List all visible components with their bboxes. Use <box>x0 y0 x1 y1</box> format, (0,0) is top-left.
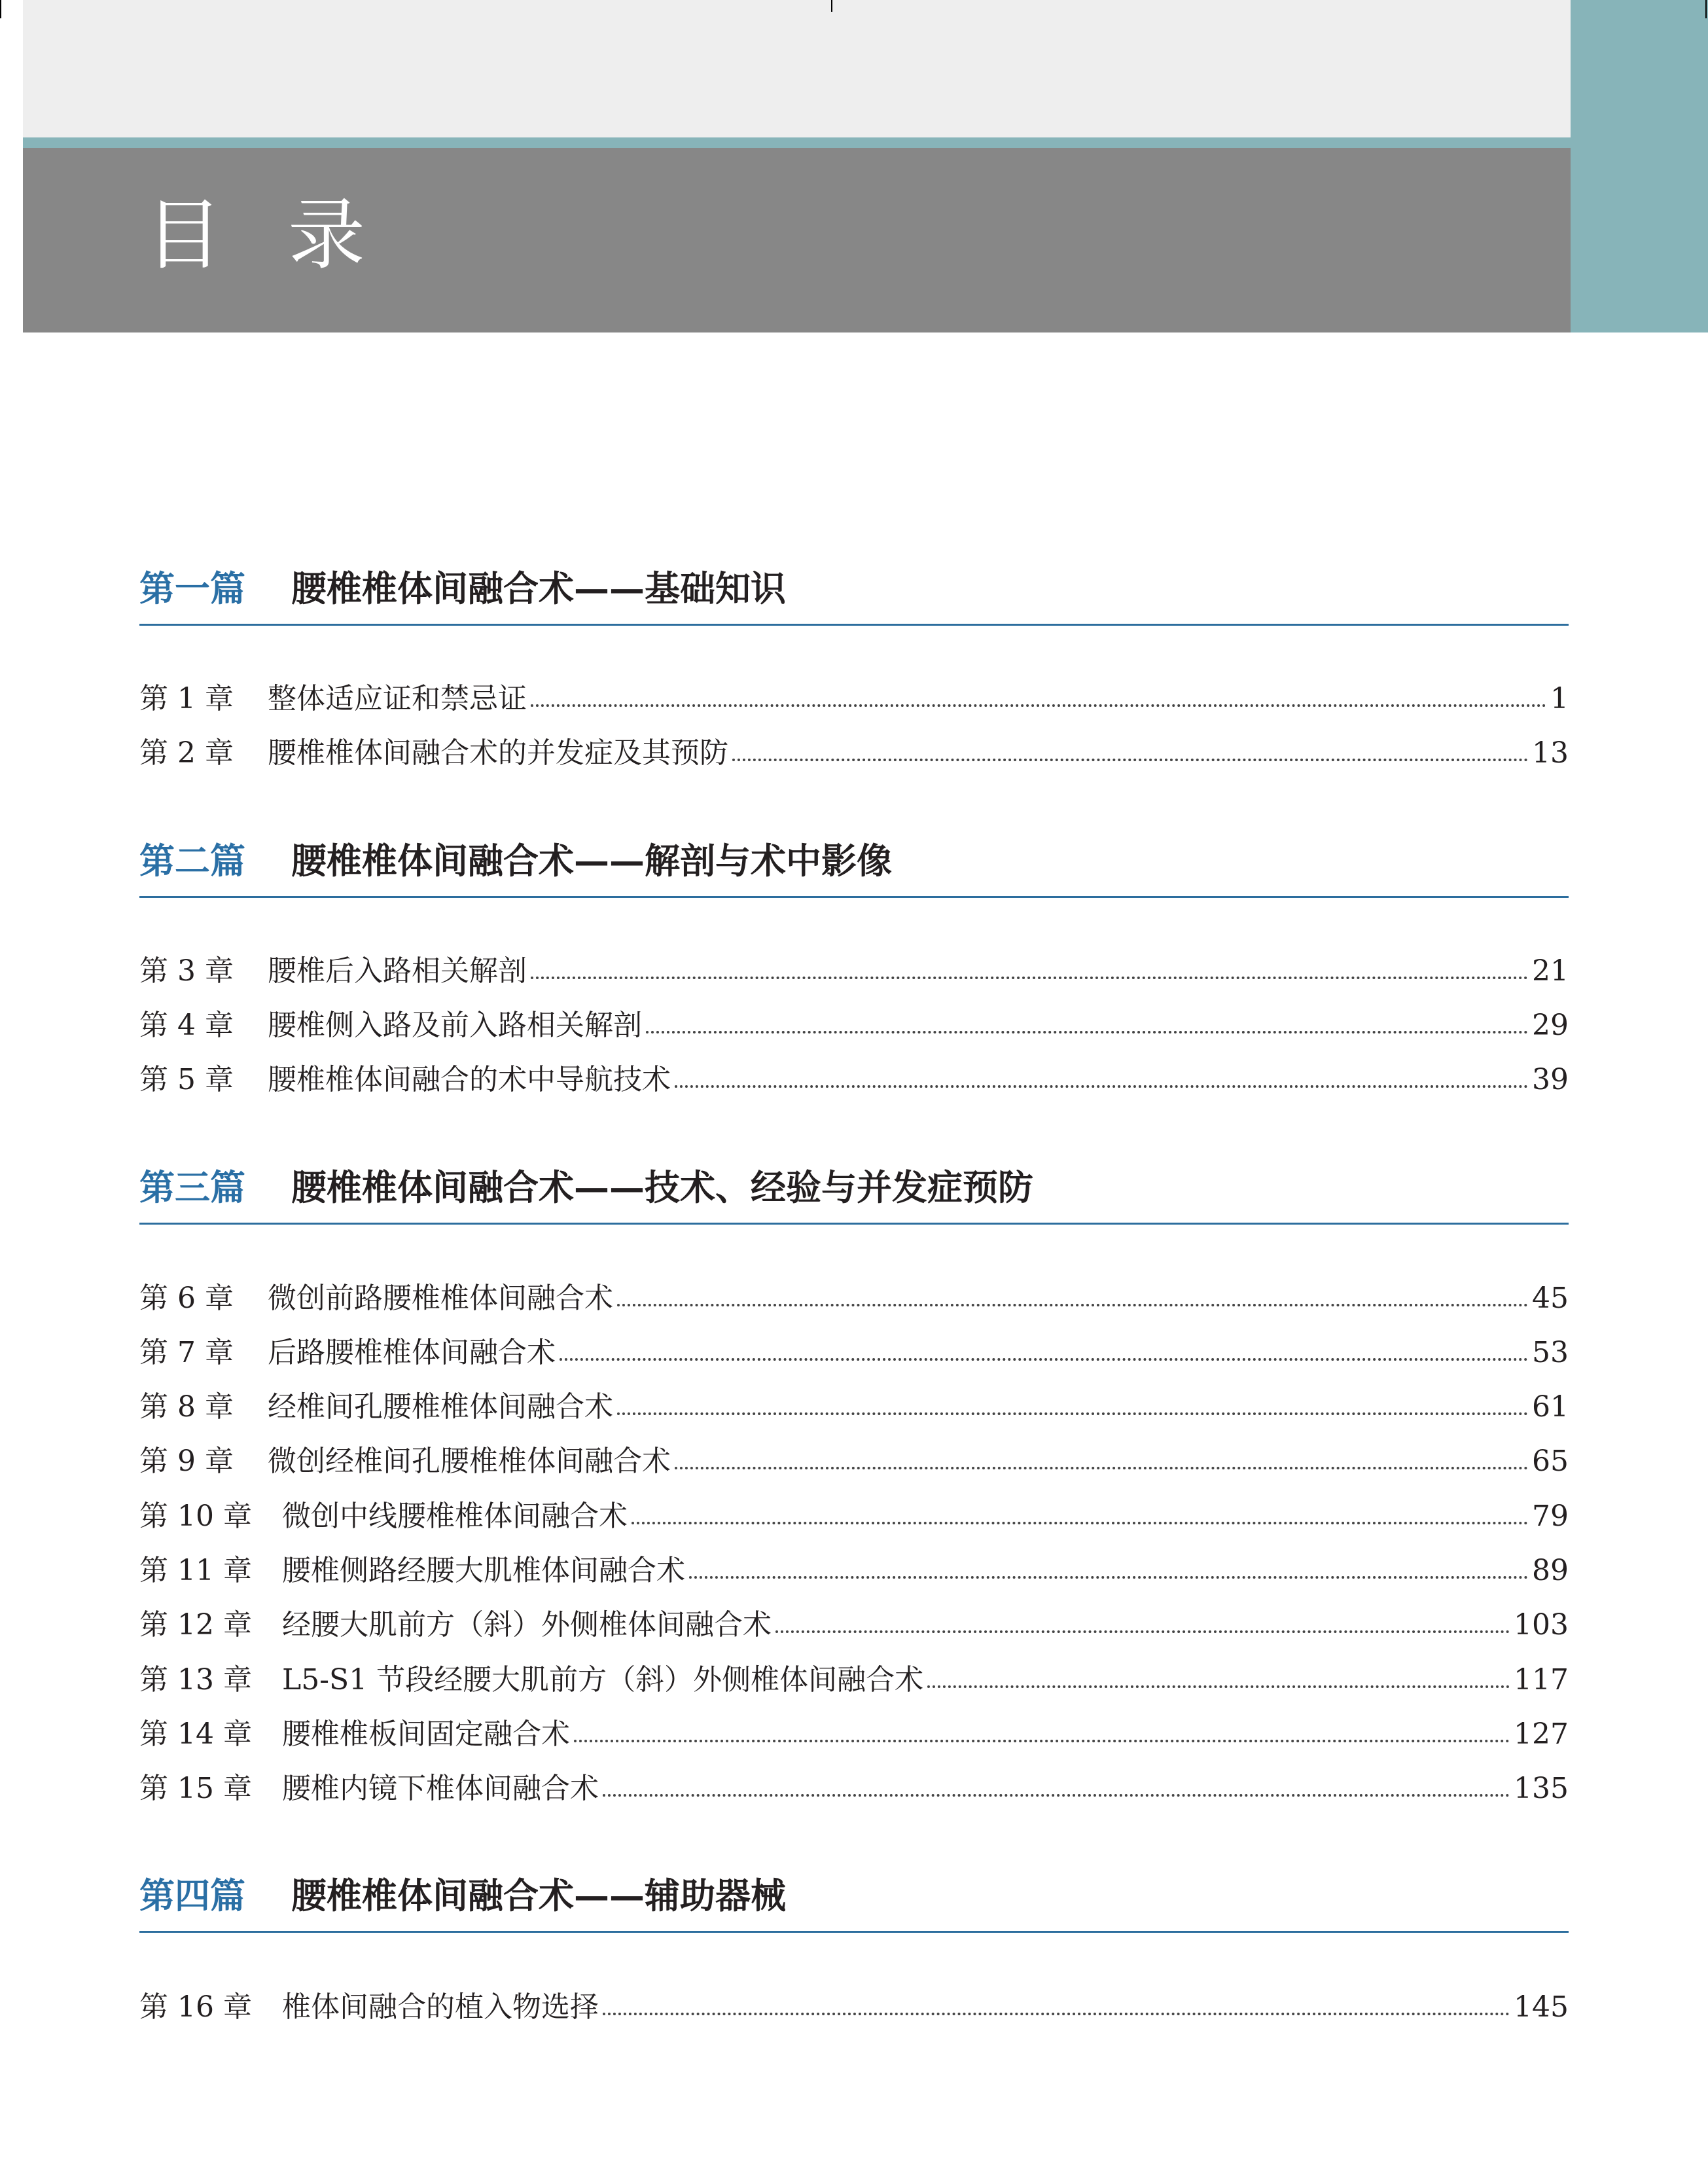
header-top-band <box>23 0 1571 137</box>
dot-leader <box>574 1740 1510 1742</box>
dot-leader <box>531 704 1546 707</box>
page-number: 21 <box>1532 954 1569 988</box>
section-title: 腰椎椎体间融合术——解剖与术中影像 <box>291 840 892 882</box>
toc-entry[interactable] <box>139 679 1569 719</box>
chapter-number: 第 4 章 <box>139 1009 234 1042</box>
chapter-number: 第 3 章 <box>139 954 234 988</box>
chapter-number: 第 13 章 <box>139 1663 252 1697</box>
toc-entry[interactable] <box>139 1551 1569 1590</box>
toc-entry[interactable] <box>139 1661 1569 1700</box>
section-header <box>139 1162 1569 1225</box>
chapter-title: 腰椎椎体间融合术的并发症及其预防 <box>267 736 728 770</box>
section-header <box>139 835 1569 898</box>
section-number: 第四篇 <box>139 1875 245 1916</box>
toc-entry[interactable] <box>139 1715 1569 1754</box>
toc-entry[interactable] <box>139 1060 1569 1100</box>
chapter-title: 腰椎内镜下椎体间融合术 <box>281 1772 599 1805</box>
page-number: 103 <box>1514 1608 1569 1642</box>
section-header <box>139 1870 1569 1933</box>
dot-leader <box>646 1031 1528 1033</box>
page-number: 127 <box>1514 1717 1569 1751</box>
chapter-title: L5-S1 节段经腰大肌前方（斜）外侧椎体间融合术 <box>281 1663 924 1697</box>
dot-leader <box>531 977 1528 979</box>
toc-entry[interactable] <box>139 952 1569 991</box>
chapter-number: 第 1 章 <box>139 682 234 715</box>
section-number: 第三篇 <box>139 1166 245 1208</box>
dot-leader <box>617 1304 1528 1306</box>
page-number: 89 <box>1532 1554 1569 1587</box>
chapter-title: 经腰大肌前方（斜）外侧椎体间融合术 <box>281 1608 772 1642</box>
chapter-title: 椎体间融合的植入物选择 <box>281 1990 599 2024</box>
chapter-title: 微创中线腰椎椎体间融合术 <box>281 1500 628 1533</box>
page-number: 117 <box>1514 1663 1569 1697</box>
dot-leader <box>603 2013 1510 2015</box>
page-number: 13 <box>1532 736 1569 770</box>
toc-entry[interactable] <box>139 1497 1569 1536</box>
toc-entry[interactable] <box>139 1333 1569 1373</box>
dot-leader <box>632 1522 1528 1524</box>
chapter-title: 经椎间孔腰椎椎体间融合术 <box>267 1390 613 1424</box>
page-number: 39 <box>1532 1063 1569 1096</box>
chapter-number: 第 6 章 <box>139 1282 234 1315</box>
dot-leader <box>732 759 1528 761</box>
page-number: 61 <box>1532 1390 1569 1424</box>
dot-leader <box>617 1412 1528 1415</box>
toc-entry[interactable] <box>139 1988 1569 2027</box>
page-number: 1 <box>1550 682 1569 715</box>
section-number: 第二篇 <box>139 840 245 882</box>
chapter-title: 腰椎侧入路及前入路相关解剖 <box>267 1009 642 1042</box>
chapter-number: 第 9 章 <box>139 1445 234 1478</box>
chapter-title: 腰椎椎体间融合的术中导航技术 <box>267 1063 671 1096</box>
dot-leader <box>560 1358 1528 1361</box>
chapter-number: 第 16 章 <box>139 1990 252 2024</box>
chapter-number: 第 8 章 <box>139 1390 234 1424</box>
dot-leader <box>675 1467 1528 1469</box>
crop-mark-top-center <box>831 0 832 12</box>
dot-leader <box>927 1685 1510 1688</box>
dot-leader <box>603 1794 1510 1797</box>
chapter-title: 微创经椎间孔腰椎椎体间融合术 <box>267 1445 671 1478</box>
toc-entry[interactable] <box>139 1388 1569 1427</box>
chapter-title: 腰椎侧路经腰大肌椎体间融合术 <box>281 1554 685 1587</box>
dot-leader <box>689 1576 1528 1579</box>
dot-leader <box>775 1630 1510 1633</box>
page-number: 145 <box>1514 1990 1569 2024</box>
chapter-number: 第 11 章 <box>139 1554 252 1587</box>
section-number: 第一篇 <box>139 567 245 609</box>
chapter-title: 腰椎椎板间固定融合术 <box>281 1717 570 1751</box>
toc-entry[interactable] <box>139 734 1569 773</box>
chapter-number: 第 2 章 <box>139 736 234 770</box>
chapter-number: 第 10 章 <box>139 1500 252 1533</box>
toc-entry[interactable] <box>139 1006 1569 1045</box>
chapter-number: 第 12 章 <box>139 1608 252 1642</box>
section-title: 腰椎椎体间融合术——技术、经验与并发症预防 <box>291 1166 1033 1208</box>
toc-entry[interactable] <box>139 1279 1569 1318</box>
toc-entry[interactable] <box>139 1606 1569 1645</box>
chapter-number: 第 14 章 <box>139 1717 252 1751</box>
chapter-title: 整体适应证和禁忌证 <box>267 682 527 715</box>
crop-mark-top-right <box>1705 0 1707 18</box>
page-number: 29 <box>1532 1009 1569 1042</box>
page-number: 79 <box>1532 1500 1569 1533</box>
dot-leader <box>675 1085 1528 1088</box>
toc-entry[interactable] <box>139 1769 1569 1808</box>
header-side-tab <box>1571 0 1708 332</box>
chapter-title: 后路腰椎椎体间融合术 <box>267 1336 556 1369</box>
chapter-title: 微创前路腰椎椎体间融合术 <box>267 1282 613 1315</box>
section-title: 腰椎椎体间融合术——基础知识 <box>291 567 786 609</box>
chapter-title: 腰椎后入路相关解剖 <box>267 954 527 988</box>
page-number: 65 <box>1532 1445 1569 1478</box>
page-number: 135 <box>1514 1772 1569 1805</box>
section-title: 腰椎椎体间融合术——辅助器械 <box>291 1875 786 1916</box>
section-header <box>139 563 1569 626</box>
chapter-number: 第 7 章 <box>139 1336 234 1369</box>
toc-entry[interactable] <box>139 1442 1569 1481</box>
page-title: 目录 <box>145 190 431 280</box>
chapter-number: 第 15 章 <box>139 1772 252 1805</box>
crop-mark-top-left <box>0 0 1 18</box>
chapter-number: 第 5 章 <box>139 1063 234 1096</box>
page-number: 45 <box>1532 1282 1569 1315</box>
page-number: 53 <box>1532 1336 1569 1369</box>
header-accent-line <box>23 137 1571 148</box>
